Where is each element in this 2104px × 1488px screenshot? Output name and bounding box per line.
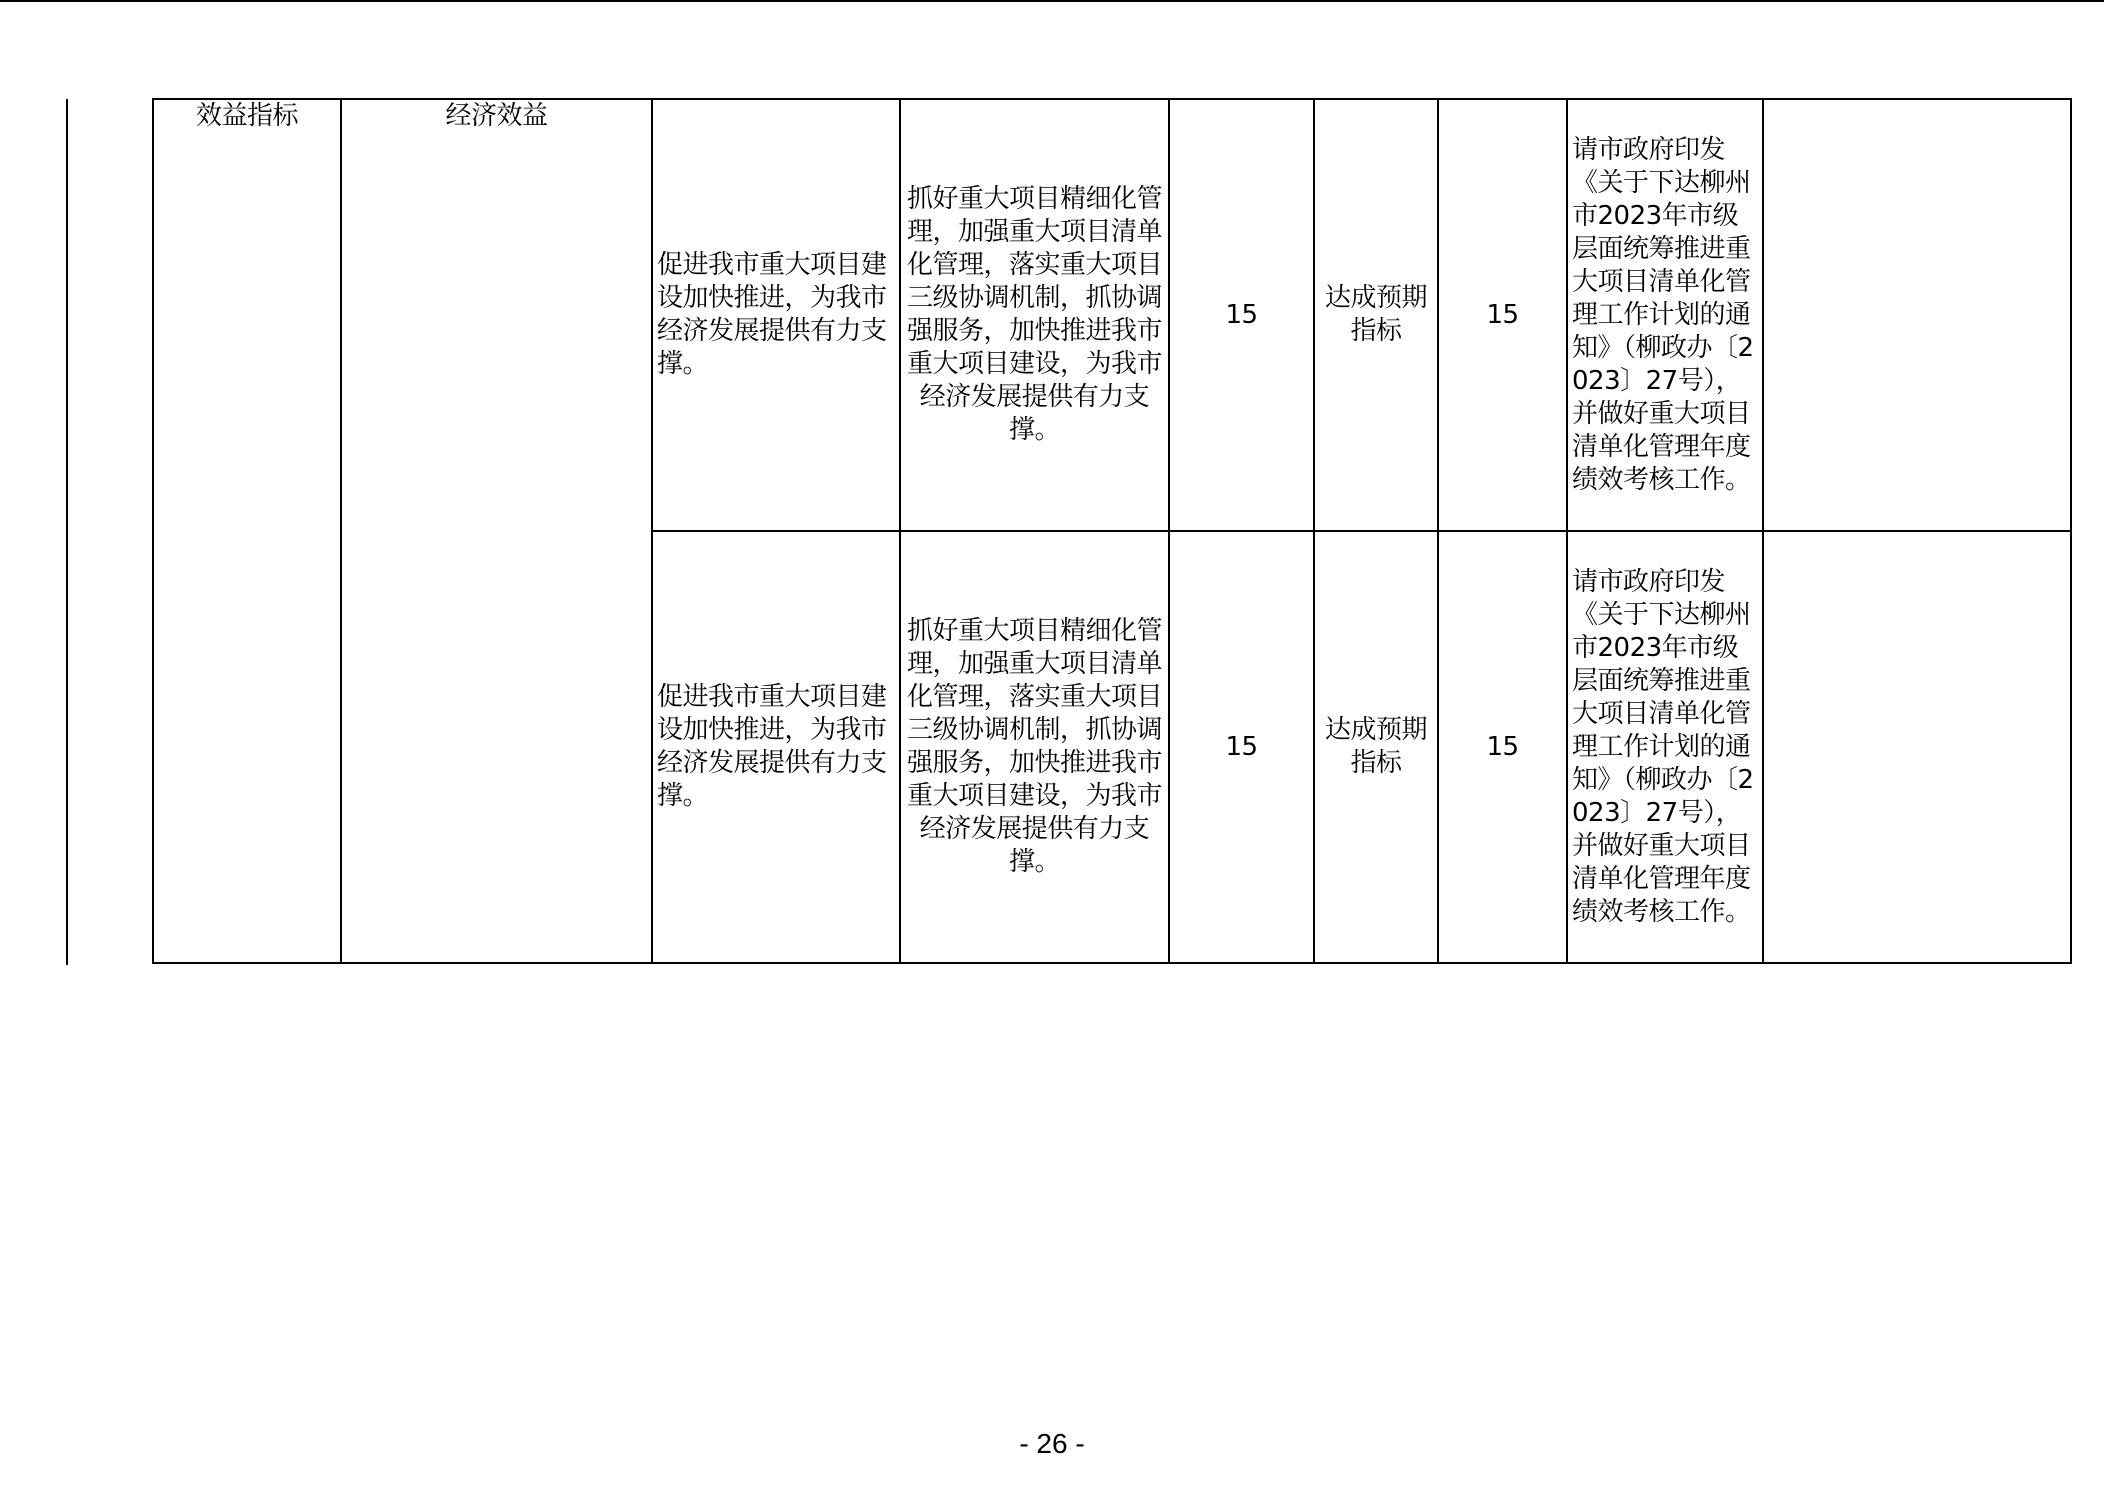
score-cell: 15	[1438, 99, 1567, 531]
top-border-line	[0, 0, 2104, 2]
basis-cell: 请市政府印发《关于下达柳州市2023年市级层面统筹推进重大项目清单化管理工作计划的通知》（柳政办〔2023〕27号），并做好重大项目清单化管理年度绩效考核工作。	[1567, 99, 1763, 531]
score-cell: 15	[1438, 531, 1567, 963]
left-margin-line	[66, 99, 68, 965]
note-cell	[1763, 99, 2071, 531]
content-cell: 抓好重大项目精细化管理，加强重大项目清单化管理，落实重大项目三级协调机制，抓协调强服务，加快推进我市重大项目建设，为我市经济发展提供有力支撑。	[900, 99, 1169, 531]
evaluation-cell: 达成预期指标	[1314, 99, 1438, 531]
target-cell: 促进我市重大项目建设加快推进，为我市经济发展提供有力支撑。	[652, 99, 900, 531]
category-level1-cell: 效益指标	[153, 99, 341, 963]
weight-cell: 15	[1169, 531, 1314, 963]
evaluation-cell: 达成预期指标	[1314, 531, 1438, 963]
page-number: - 26 -	[1019, 1428, 1085, 1459]
content-cell: 抓好重大项目精细化管理，加强重大项目清单化管理，落实重大项目三级协调机制，抓协调强服务，加快推进我市重大项目建设，为我市经济发展提供有力支撑。	[900, 531, 1169, 963]
basis-cell: 请市政府印发《关于下达柳州市2023年市级层面统筹推进重大项目清单化管理工作计划的通知》（柳政办〔2023〕27号），并做好重大项目清单化管理年度绩效考核工作。	[1567, 531, 1763, 963]
note-cell	[1763, 531, 2071, 963]
table-row	[153, 99, 2071, 531]
performance-indicator-table	[152, 98, 2072, 964]
category-level2-cell: 经济效益	[341, 99, 652, 963]
weight-cell: 15	[1169, 99, 1314, 531]
target-cell: 促进我市重大项目建设加快推进，为我市经济发展提供有力支撑。	[652, 531, 900, 963]
